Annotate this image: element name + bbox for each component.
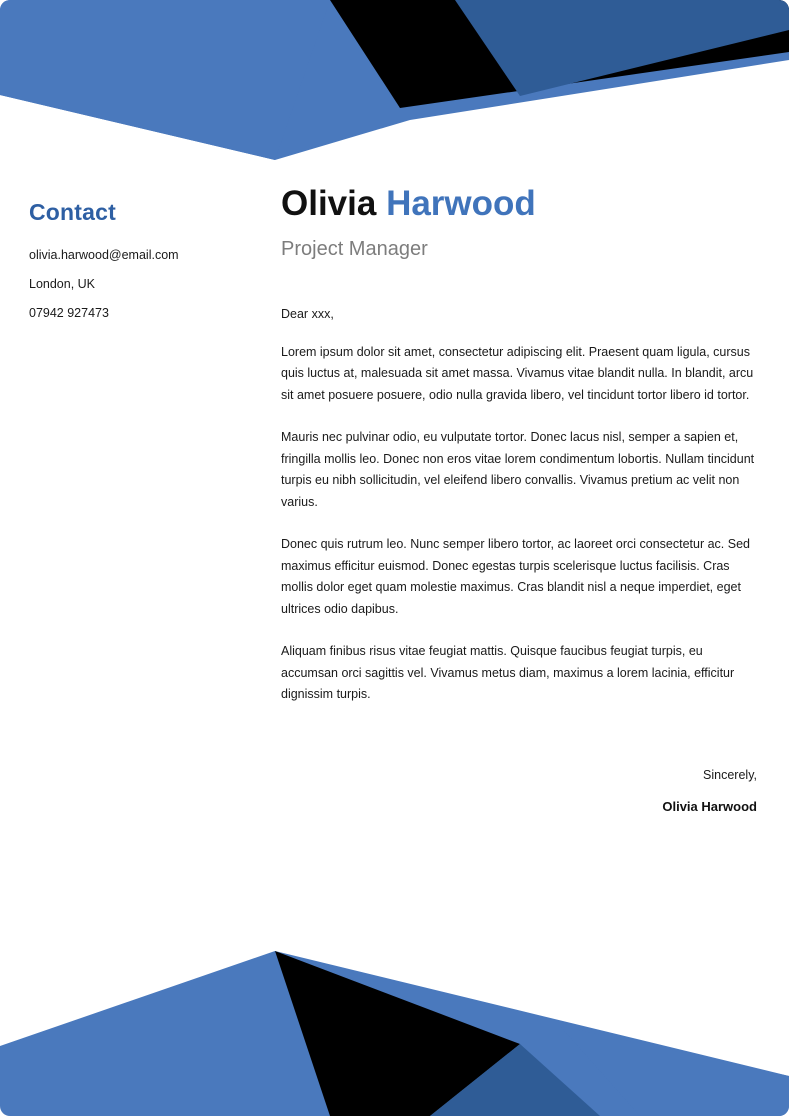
bottom-decoration-graphic [0, 926, 789, 1116]
last-name: Harwood [386, 184, 536, 223]
contact-location: London, UK [29, 277, 96, 291]
letter-paragraph: Mauris nec pulvinar odio, eu vulputate tortor. Donec lacus nisl, semper a sapien et, fringilla mollis leo. Donec non eros vitae lorem condimentum lobortis. Nullam tincidunt turpis eu nibh sollicitudin, vel eleifend libero convallis. Vivamus pretium ac velit non varius. [281, 430, 755, 509]
page-title [281, 185, 757, 224]
letter-signoff [281, 768, 757, 814]
letter-paragraph: Lorem ipsum dolor sit amet, consectetur adipiscing elit. Praesent quam ligula, cursus quis luctus at, malesuada sit amet massa. Vivamus vitae blandit nulla. In blandit, arcu sit amet posuere posuere, odio nulla gravida libero, vel tincidunt tortor libero id tortor. [281, 344, 754, 402]
contact-phone: 07942 927473 [29, 306, 109, 320]
letter-salutation: Dear xxx, [281, 306, 334, 321]
signature-name: Olivia Harwood [662, 798, 757, 814]
contact-heading: Contact [29, 199, 117, 225]
job-title: Project Manager [281, 237, 428, 260]
first-name: Olivia [281, 184, 377, 223]
letter-paragraph: Aliquam finibus risus vitae feugiat mattis. Quisque faucibus feugiat turpis, eu accumsan orci sagittis vel. Vivamus metus diam, maximus a lorem lacinia, efficitur dignissim turpis. [281, 644, 735, 701]
letter-paragraph: Donec quis rutrum leo. Nunc semper libero tortor, ac laoreet orci consectetur ac. Sed maximus efficitur euismod. Donec egestas turpis scelerisque luctus facilisis. Cras mollis dolor eget quam molestie maximus. Cras blandit nisl a neque imperdiet, eget ultrices odio dapibus. [281, 537, 750, 616]
contact-sidebar [29, 199, 244, 335]
letter-body [281, 185, 757, 814]
top-decoration-graphic [0, 0, 789, 175]
closing-text: Sincerely, [703, 767, 757, 782]
contact-email: olivia.harwood@email.com [29, 248, 179, 262]
